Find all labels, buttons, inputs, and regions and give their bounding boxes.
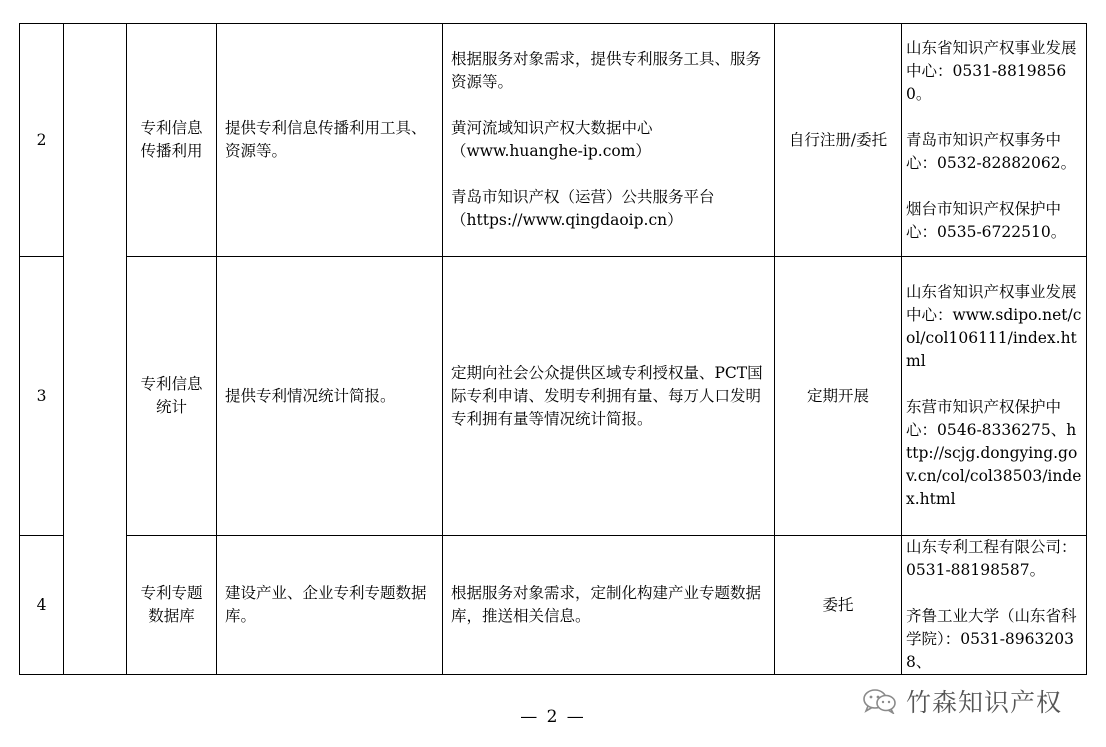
paragraph: 根据服务对象需求，定制化构建产业专题数据库，推送相关信息。 [451,584,762,625]
watermark [862,683,1062,719]
paragraph: 山东专利工程有限公司：0531-88198587。 [906,538,1077,579]
detail-block [451,48,766,232]
spacer [906,175,1082,198]
spacer [451,94,766,117]
service-name: 专利专题 数据库 [127,536,217,675]
page-number: — 2 — [520,707,586,727]
contact-info [902,257,1087,536]
spacer [451,163,766,186]
service-detail [443,24,775,257]
service-content: 提供专利情况统计简报。 [217,257,443,536]
table-row [20,257,1087,536]
paragraph: 定期向社会公众提供区域专利授权量、PCT国际专利申请、发明专利拥有量、每万人口发明专利拥有量等情况统计简报。 [451,363,763,428]
contact-block [906,37,1082,244]
table-row [20,24,1087,257]
service-content: 建设产业、企业专利专题数据库。 [217,536,443,675]
watermark-text: 竹森知识产权 [906,688,1063,717]
row-number: 2 [20,24,64,257]
spacer [906,106,1082,129]
paragraph: 东营市知识产权保护中心：0546-8336275、http://scjg.dongying.gov.cn/col/col38503/index.html [906,398,1082,508]
category-cell [64,24,127,675]
paragraph: 齐鲁工业大学（山东省科学院）：0531-89632038、 [906,607,1077,671]
paragraph: 根据服务对象需求，提供专利服务工具、服务资源等。 [451,50,762,91]
service-detail [443,257,775,536]
wechat-icon [862,688,898,714]
row-number: 4 [20,536,64,675]
detail-block [451,582,766,628]
paragraph: 烟台市知识产权保护中心：0535-6722510。 [906,199,1067,241]
service-mode: 定期开展 [775,257,902,536]
service-table [19,23,1087,675]
service-mode: 自行注册/委托 [775,24,902,257]
paragraph: 山东省知识产权事业发展中心：www.sdipo.net/col/col106111/index.html [906,283,1082,370]
service-name: 专利信息 传播利用 [127,24,217,257]
service-mode: 委托 [775,536,902,675]
spacer [906,582,1082,605]
spacer [906,373,1082,396]
service-name: 专利信息 统计 [127,257,217,536]
service-detail [443,536,775,675]
contact-block [906,536,1082,674]
service-content: 提供专利信息传播利用工具、资源等。 [217,24,443,257]
paragraph: 青岛市知识产权事务中心：0532-82882062。 [906,130,1077,172]
table-row [20,536,1087,675]
contact-info [902,536,1087,675]
contact-block [906,281,1082,511]
paragraph: 黄河流域知识产权大数据中心（www.huanghe-ip.com） [451,119,653,160]
paragraph: 山东省知识产权事业发展中心：0531-88198560。 [906,38,1077,103]
paragraph: 青岛市知识产权（运营）公共服务平台（https://www.qingdaoip.cn） [451,188,715,229]
row-number: 3 [20,257,64,536]
contact-info [902,24,1087,257]
detail-block [451,362,766,431]
